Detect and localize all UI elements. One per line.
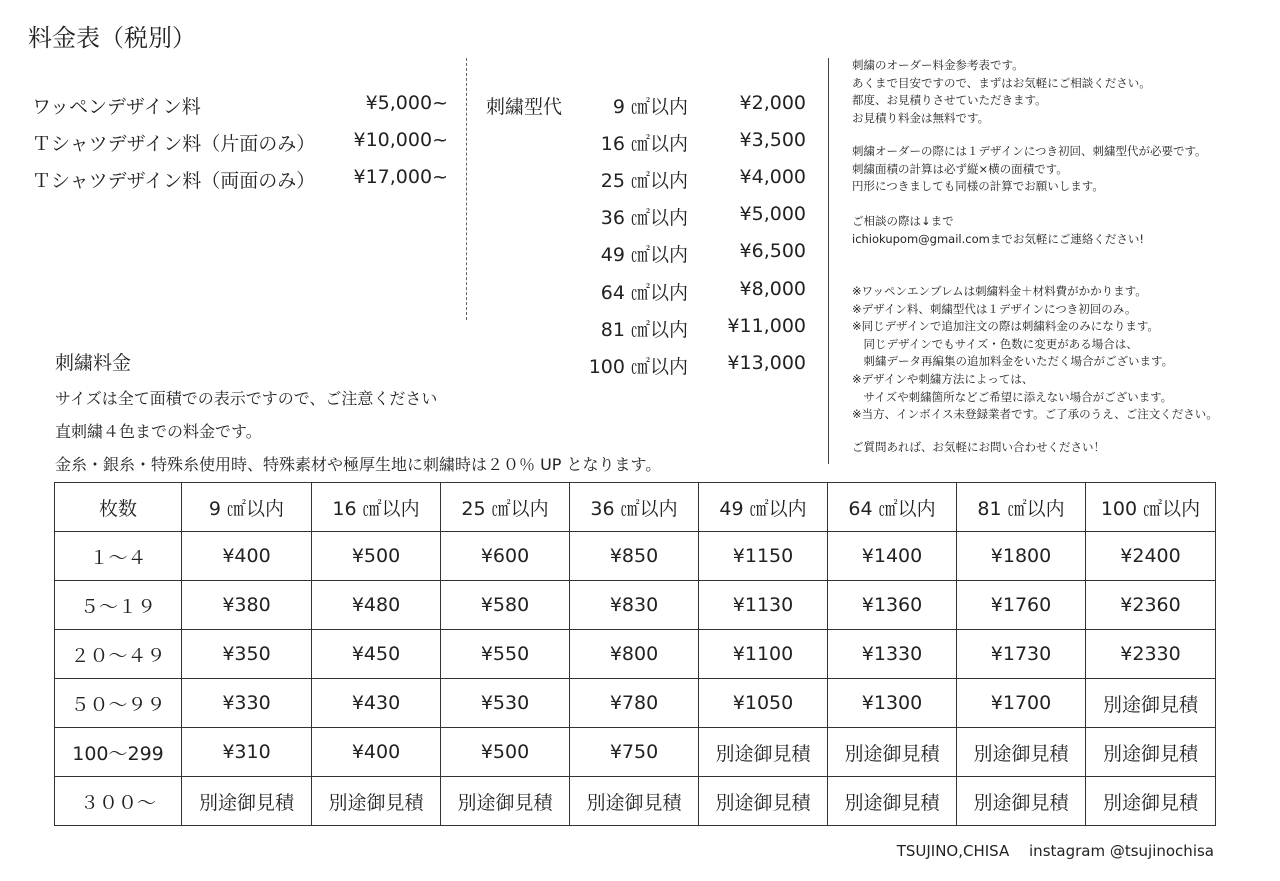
- table-header-cell: 9 ㎠以内: [182, 483, 312, 532]
- price-cell: ¥430: [312, 679, 441, 728]
- quantity-cell: ５０～９９: [55, 679, 182, 728]
- price-cell: 別途御見積: [441, 777, 570, 826]
- table-row: [55, 777, 1216, 826]
- mold-size: 64 ㎠以内: [600, 282, 688, 304]
- price-cell: ¥400: [182, 532, 312, 581]
- design-fee-label: Ｔシャツデザイン料（片面のみ）: [32, 133, 316, 155]
- price-cell: 別途御見積: [828, 777, 957, 826]
- price-cell: ¥1150: [699, 532, 828, 581]
- mold-size: 81 ㎠以内: [600, 319, 688, 341]
- price-cell: ¥800: [570, 630, 699, 679]
- price-cell: ¥1130: [699, 581, 828, 630]
- price-cell: 別途御見積: [312, 777, 441, 826]
- table-header-row: [55, 483, 1216, 532]
- mold-price: ¥11,000: [727, 315, 806, 337]
- price-cell: ¥1700: [957, 679, 1086, 728]
- page-title: 料金表（税別）: [28, 24, 196, 52]
- quantity-cell: ３００～: [55, 777, 182, 826]
- design-fee-price: ¥10,000~: [353, 129, 448, 151]
- price-cell: ¥1730: [957, 630, 1086, 679]
- mold-size: 16 ㎠以内: [600, 133, 688, 155]
- table-row: [55, 728, 1216, 777]
- price-cell: 別途御見積: [182, 777, 312, 826]
- table-row: [55, 630, 1216, 679]
- price-cell: ¥1400: [828, 532, 957, 581]
- price-cell: ¥830: [570, 581, 699, 630]
- dashed-divider: [466, 58, 467, 320]
- price-cell: ¥1100: [699, 630, 828, 679]
- price-table-body: [55, 483, 1216, 826]
- price-cell: ¥480: [312, 581, 441, 630]
- price-cell: 別途御見積: [1086, 679, 1216, 728]
- side-note-line: 円形につきましても同様の計算でお願いします。: [852, 179, 1104, 194]
- price-cell: ¥2400: [1086, 532, 1216, 581]
- side-note-line: 刺繍のオーダー料金参考表です。: [852, 58, 1024, 72]
- mold-price: ¥2,000: [739, 92, 806, 114]
- side-note-line: 同じデザインでもサイズ・色数に変更がある場合は、: [852, 336, 1138, 351]
- side-note-line: ※ワッペンエンブレムは刺繍料金＋材料費がかかります。: [852, 284, 1147, 298]
- mold-fee-row: [578, 278, 808, 308]
- table-row: [55, 581, 1216, 630]
- price-cell: ¥350: [182, 630, 312, 679]
- embroidery-title: 刺繍料金: [55, 352, 132, 374]
- mold-size: 25 ㎠以内: [600, 170, 688, 192]
- quantity-cell: １～４: [55, 532, 182, 581]
- mold-fee-row: [578, 166, 808, 196]
- design-fee-row: [32, 129, 448, 159]
- price-cell: ¥2360: [1086, 581, 1216, 630]
- table-header-cell: 49 ㎠以内: [699, 483, 828, 532]
- mold-size: 100 ㎠以内: [588, 356, 688, 378]
- price-cell: 別途御見積: [957, 728, 1086, 777]
- side-note-line: 刺繍データ再編集の追加料金をいただく場合がございます。: [852, 354, 1174, 369]
- table-header-cell: 64 ㎠以内: [828, 483, 957, 532]
- quantity-cell: ５～１９: [55, 581, 182, 630]
- side-note-line: ※同じデザインで追加注文の際は刺繍料金のみになります。: [852, 319, 1159, 334]
- table-header-cell: 25 ㎠以内: [441, 483, 570, 532]
- price-cell: ¥2330: [1086, 630, 1216, 679]
- price-cell: ¥1360: [828, 581, 957, 630]
- embroidery-price-table: [54, 482, 1216, 826]
- design-fee-price: ¥5,000~: [365, 92, 448, 114]
- price-cell: ¥850: [570, 532, 699, 581]
- price-cell: ¥330: [182, 679, 312, 728]
- mold-price: ¥6,500: [739, 240, 806, 262]
- side-note-closing: [852, 439, 1105, 457]
- mold-fee-row: [578, 315, 808, 345]
- mold-fee-row: [578, 352, 808, 382]
- price-cell: ¥400: [312, 728, 441, 777]
- mold-fee-row: [578, 240, 808, 270]
- solid-divider: [828, 58, 829, 464]
- side-note-line: 刺繍オーダーの際には１デザインにつき初回、刺繍型代が必要です。: [852, 144, 1207, 158]
- price-cell: 別途御見積: [957, 777, 1086, 826]
- mold-price: ¥8,000: [739, 278, 806, 300]
- side-note-remarks: [852, 283, 1218, 424]
- side-note-intro: [852, 57, 1151, 127]
- mold-fee-row: [578, 129, 808, 159]
- embroidery-note: 金糸・銀糸・特殊糸使用時、特殊素材や極厚生地に刺繍時は２０％ UP となります。: [55, 455, 662, 474]
- side-note-line: ※当方、インボイス未登録業者です。ご了承のうえ、ご注文ください。: [852, 407, 1218, 422]
- author-credit: TSUJINO,CHISA instagram @tsujinochisa: [896, 842, 1214, 860]
- side-note-line: 都度、お見積りさせていただきます。: [852, 93, 1047, 108]
- mold-fee-row: [578, 92, 808, 122]
- side-note-contact: [852, 213, 1144, 248]
- price-cell: 別途御見積: [699, 728, 828, 777]
- table-header-cell: 36 ㎠以内: [570, 483, 699, 532]
- mold-fee-row: [578, 203, 808, 233]
- price-cell: 別途御見積: [699, 777, 828, 826]
- price-cell: ¥500: [441, 728, 570, 777]
- price-cell: ¥380: [182, 581, 312, 630]
- price-cell: 別途御見積: [570, 777, 699, 826]
- side-note-line: サイズや刺繍箇所などご希望に添えない場合がございます。: [852, 389, 1173, 404]
- side-note-mold: [852, 143, 1207, 196]
- mold-price: ¥4,000: [739, 166, 806, 188]
- table-header-cell: 16 ㎠以内: [312, 483, 441, 532]
- quantity-cell: ２０～４９: [55, 630, 182, 679]
- price-cell: ¥1330: [828, 630, 957, 679]
- design-fee-row: [32, 92, 448, 122]
- design-fee-label: Ｔシャツデザイン料（両面のみ）: [32, 170, 316, 192]
- price-cell: ¥780: [570, 679, 699, 728]
- side-note-line: ご相談の際は↓まで: [852, 214, 954, 228]
- price-cell: ¥310: [182, 728, 312, 777]
- side-note-line: 刺繍面積の計算は必ず縦×横の面積です。: [852, 161, 1068, 176]
- price-cell: ¥1800: [957, 532, 1086, 581]
- mold-size: 9 ㎠以内: [612, 96, 688, 118]
- price-cell: ¥530: [441, 679, 570, 728]
- table-row: [55, 679, 1216, 728]
- side-note-line: ※デザインや刺繍方法によっては、: [852, 371, 1034, 386]
- mold-size: 49 ㎠以内: [600, 244, 688, 266]
- table-header-cell: 枚数: [55, 483, 182, 532]
- table-header-cell: 100 ㎠以内: [1086, 483, 1216, 532]
- table-row: [55, 532, 1216, 581]
- mold-fee-label: 刺繍型代: [486, 96, 563, 118]
- quantity-cell: 100～299: [55, 728, 182, 777]
- price-cell: 別途御見積: [1086, 728, 1216, 777]
- price-cell: ¥1050: [699, 679, 828, 728]
- table-header-cell: 81 ㎠以内: [957, 483, 1086, 532]
- mold-price: ¥13,000: [727, 352, 806, 374]
- price-cell: ¥1300: [828, 679, 957, 728]
- price-cell: ¥1760: [957, 581, 1086, 630]
- mold-price: ¥5,000: [739, 203, 806, 225]
- embroidery-note: サイズは全て面積での表示ですので、ご注意ください: [55, 389, 438, 408]
- side-note-line: ※デザイン料、刺繍型代は１デザインにつき初回のみ。: [852, 301, 1137, 316]
- embroidery-note: 直刺繍４色までの料金です。: [55, 422, 262, 441]
- side-note-line: ご質問あれば、お気軽にお問い合わせください！: [852, 440, 1105, 454]
- price-cell: 別途御見積: [828, 728, 957, 777]
- price-cell: 別途御見積: [1086, 777, 1216, 826]
- mold-size: 36 ㎠以内: [600, 207, 688, 229]
- design-fee-price: ¥17,000~: [353, 166, 448, 188]
- design-fee-label: ワッペンデザイン料: [32, 96, 201, 118]
- mold-price: ¥3,500: [739, 129, 806, 151]
- contact-email[interactable]: ichiokupom@gmail.comまでお気軽にご連絡ください!: [852, 231, 1144, 246]
- side-note-line: お見積り料金は無料です。: [852, 110, 990, 125]
- price-cell: ¥750: [570, 728, 699, 777]
- design-fee-row: [32, 166, 448, 196]
- price-cell: ¥580: [441, 581, 570, 630]
- price-cell: ¥550: [441, 630, 570, 679]
- side-note-line: あくまで目安ですので、まずはお気軽にご相談ください。: [852, 75, 1151, 90]
- price-cell: ¥450: [312, 630, 441, 679]
- price-cell: ¥500: [312, 532, 441, 581]
- price-cell: ¥600: [441, 532, 570, 581]
